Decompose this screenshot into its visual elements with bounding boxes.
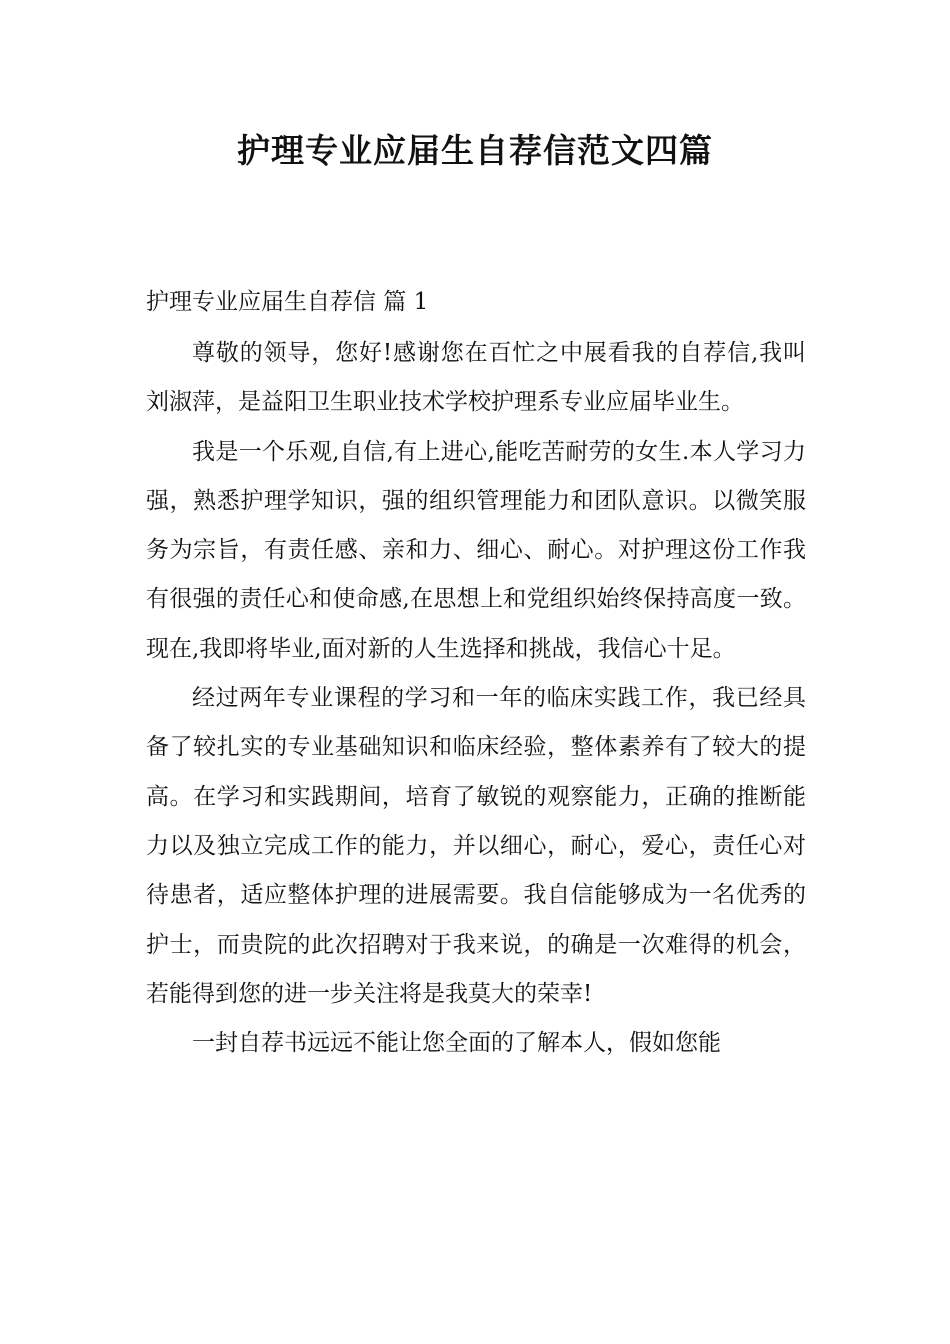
paragraph-1: 尊敬的领导，您好!感谢您在百忙之中展看我的自荐信,我叫刘淑萍，是益阳卫生职业技术学校护理系专业应届毕业生。 — [146, 340, 806, 416]
section-heading: 护理专业应届生自荐信 篇 1 — [146, 289, 429, 315]
document-title: 护理专业应届生自荐信范文四篇 — [237, 131, 713, 170]
paragraph-3: 经过两年专业课程的学习和一年的临床实践工作，我已经具备了较扎实的专业基础知识和临床经验，整体素养有了较大的提高。在学习和实践期间，培育了敏锐的观察能力，正确的推断能力以及独立完成工作的能力，并以细心，耐心，爱心，责任心对待患者，适应整体护理的进展需要。我自信能够成为一名优秀的护士，而贵院的此次招聘对于我来说，的确是一次难得的机会，若能得到您的进一步关注将是我莫大的荣幸! — [146, 685, 806, 1007]
document-body — [146, 278, 806, 1068]
paragraph-4: 一封自荐书远远不能让您全面的了解本人，假如您能 — [192, 1030, 721, 1057]
paragraph-2: 我是一个乐观,自信,有上进心,能吃苦耐劳的女生.本人学习力强，熟悉护理学知识，强的组织管理能力和团队意识。以微笑服务为宗旨，有责任感、亲和力、细心、耐心。对护理这份工作我有很强的责任心和使命感,在思想上和党组织始终保持高度一致。现在,我即将毕业,面对新的人生选择和挑战，我信心十足。 — [146, 438, 806, 662]
